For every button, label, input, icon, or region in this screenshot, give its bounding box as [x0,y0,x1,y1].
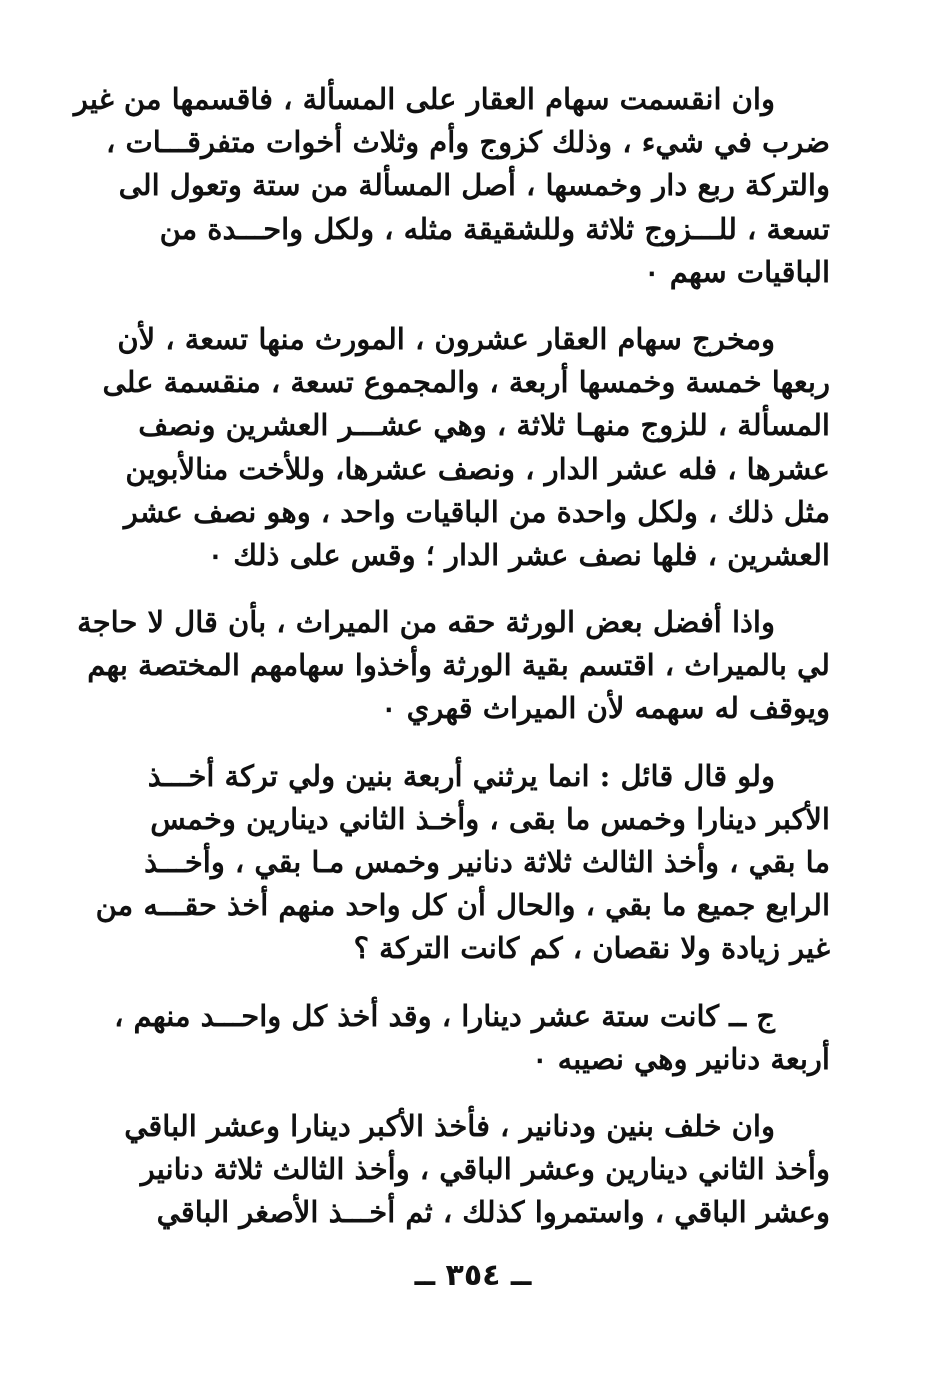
text-line: العشرين ، فلها نصف عشر الدار ؛ وقس على ذلك ٠ [207,537,830,572]
page-number: ــ ٣٥٤ ــ [414,1258,532,1293]
paragraph-5 [68,995,830,1081]
text-line: مثل ذلك ، ولكل واحدة من الباقيات واحد ، وهو نصف عشر [123,494,830,529]
paragraph-gap [68,971,830,995]
paragraph-gap [68,731,830,755]
paragraph-gap [68,577,830,601]
paragraph-gap [68,1081,830,1105]
text-line: ربعها خمسة وخمسها أربعة ، والمجموع تسعة ، منقسمة على [102,365,830,400]
text-line: الرابع جميع ما بقي ، والحال أن كل واحد منهم أخذ حقـــه من [95,888,830,923]
paragraph-6 [68,1105,830,1235]
text-line: وان خلف بنين ودنانير ، فأخذ الأكبر دينارا وعشر الباقي [124,1108,775,1143]
text-line: ج ــ كانت ستة عشر دينارا ، وقد أخذ كل واحـــد منهم ، [114,998,775,1033]
text-line: عشرها ، فله عشر الدار ، ونصف عشرها، وللأخت منالأبوين [125,451,830,486]
text-line: وعشر الباقي ، واستمروا كذلك ، ثم أخـــذ الأصغر الباقي [156,1195,830,1230]
page-body [68,78,830,1235]
text-line: المسألة ، للزوج منهـا ثلاثة ، وهي عشـــر العشرين ونصف [138,408,830,443]
text-line: الباقيات سهم ٠ [644,254,830,289]
text-line: ولو قال قائل : انما يرثني أربعة بنين ولي تركة أخـــذ [147,758,775,793]
paragraph-2 [68,318,830,577]
text-line: وان انقسمت سهام العقار على المسألة ، فاقسمها من غير [73,82,775,116]
text-line: تسعة ، للـــزوج ثلاثة وللشقيقة مثله ، ولكل واحـــدة من [159,211,830,246]
paragraph-gap [68,294,830,318]
text-line: لي بالميراث ، اقتسم بقية الورثة وأخذوا سهامهم المختصة بهم [87,648,830,683]
paragraph-1 [68,78,830,294]
text-line: غير زيادة ولا نقصان ، كم كانت التركة ؟ [353,931,830,966]
text-line: أربعة دنانير وهي نصيبه ٠ [531,1041,830,1076]
text-line: ضرب في شيء ، وذلك كزوج وأم وثلاث أخوات متفرقـــات ، [106,125,830,160]
text-line: ما بقي ، وأخذ الثالث ثلاثة دنانير وخمس مـا بقي ، وأخـــذ [144,845,830,879]
paragraph-3 [68,601,830,731]
text-line: والتركة ربع دار وخمسها ، أصل المسألة من ستة وتعول الى [118,168,830,203]
text-line: الأكبر دينارا وخمس ما بقى ، وأخـذ الثاني دينارين وخمس [150,801,830,836]
text-line: ومخرج سهام العقار عشرون ، المورث منها تسعة ، لأن [117,321,775,356]
text-line: وأخذ الثاني دينارين وعشر الباقي ، وأخذ الثالث ثلاثة دنانير [140,1152,830,1187]
paragraph-4 [68,755,830,971]
text-line: ويوقف له سهمه لأن الميراث قهري ٠ [381,691,830,726]
text-line: واذا أفضل بعض الورثة حقه من الميراث ، بأن قال لا حاجة [77,605,775,640]
